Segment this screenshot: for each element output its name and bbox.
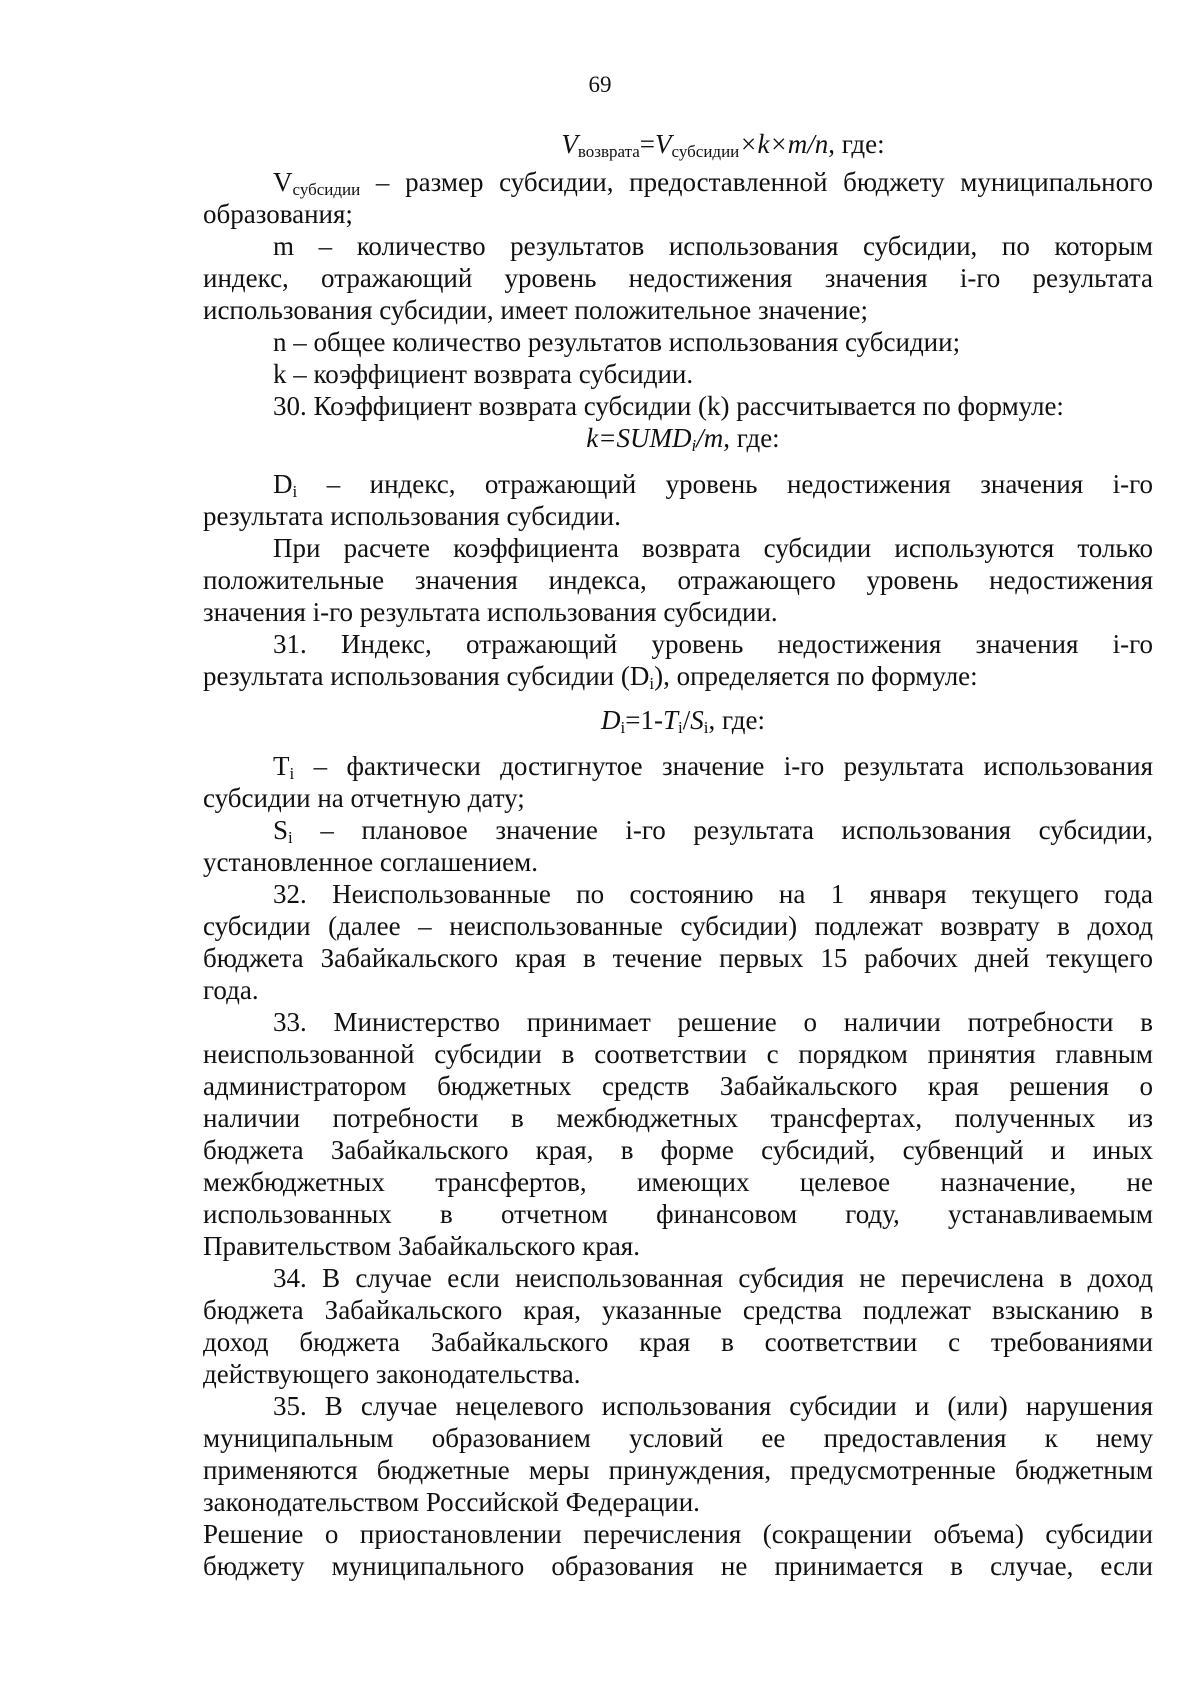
- definition-subscript: i: [292, 482, 298, 501]
- paragraph-30: 30. Коэффициент возврата субсидии (k) рассчитывается по формуле:: [273, 391, 1064, 421]
- formula-coefficient: [203, 422, 1153, 454]
- paragraph-33-line-6: межбюджетных трансфертов, имеющих целевое назначение, не: [203, 1167, 1153, 1197]
- definition-t-line-2: субсидии на отчетную дату;: [203, 783, 525, 813]
- definition-subscript: i: [288, 828, 293, 847]
- definition-s-line-1: [203, 814, 1153, 846]
- paragraph-34-line-3: доход бюджета Забайкальского края в соответствии с требованиями: [203, 1327, 1153, 1357]
- paragraph-33-line-3: администратором бюджетных средств Забайкальского края решения о: [203, 1071, 1153, 1101]
- paragraph-text: ), определяется по формуле:: [654, 661, 978, 691]
- paragraph-33-line-1: 33. Министерство принимает решение о наличии потребности в: [273, 1007, 1153, 1037]
- definition-symbol: V: [273, 167, 293, 197]
- paragraph-text: результата использования субсидии (D: [203, 661, 650, 691]
- paragraph-34-line-4: действующего законодательства.: [203, 1359, 581, 1389]
- formula-subscript: i: [678, 718, 683, 737]
- paragraph-33-line-8: Правительством Забайкальского края.: [203, 1231, 640, 1261]
- paragraph-32-line-3: бюджета Забайкальского края в течение первых 15 рабочих дней текущего: [203, 943, 1153, 973]
- paragraph-calc-line-3: значения i-го результата использования субсидии.: [203, 597, 778, 627]
- definition-m-line-1: m – количество результатов использования субсидии, по которым: [273, 231, 1153, 261]
- formula-term: /: [682, 705, 691, 735]
- paragraph-35-line-1: 35. В случае нецелевого использования субсидии и (или) нарушения: [273, 1391, 1153, 1421]
- paragraph-31-line-1: 31. Индекс, отражающий уровень недостижения значения i-го: [273, 629, 1153, 659]
- paragraph-32-line-4: года.: [203, 975, 259, 1005]
- formula-refund-volume: [203, 128, 1153, 160]
- definition-text: – индекс, отражающий уровень недостижения значения i-го: [297, 469, 1153, 499]
- paragraph-33-line-2: неиспользованной субсидии в соответствии с порядком принятия главным: [203, 1039, 1153, 1069]
- formula-subscript: i: [703, 718, 709, 737]
- paragraph-31-line-2: [203, 660, 1153, 692]
- formula-subscript: субсидии: [671, 142, 740, 161]
- formula-term: k=SUMD: [586, 423, 692, 453]
- paragraph-calc-line-1: При расчете коэффициента возврата субсидии используются только: [273, 533, 1153, 563]
- definition-subscript: i: [289, 764, 295, 783]
- paragraph-33-line-7: использованных в отчетном финансовом году, устанавливаемым: [203, 1199, 1153, 1229]
- formula-term: V: [561, 129, 578, 159]
- definition-m-line-3: использования субсидии, имеет положительное значение;: [203, 295, 868, 325]
- definition-symbol: D: [273, 469, 293, 499]
- formula-index: [203, 704, 1153, 736]
- formula-subscript: возврата: [577, 142, 640, 161]
- definition-m-line-2: индекс, отражающий уровень недостижения значения i-го результата: [203, 263, 1153, 293]
- definition-d-line-1: [203, 468, 1153, 500]
- definition-n: n – общее количество результатов использования субсидии;: [273, 327, 961, 357]
- paragraph-32-line-1: 32. Неиспользованные по состоянию на 1 января текущего года: [273, 879, 1153, 909]
- paragraph-33-line-5: бюджета Забайкальского края, в форме субсидий, субвенций и иных: [203, 1135, 1153, 1165]
- page-number: 69: [588, 72, 612, 97]
- definition-subscript: субсидии: [292, 180, 361, 199]
- paragraph-subscript: i: [649, 674, 655, 693]
- definition-t-line-1: [203, 750, 1153, 782]
- document-body: [203, 128, 1153, 1582]
- definition-symbol: T: [273, 751, 290, 781]
- definition-text: – фактически достигнутое значение i-го результата использования: [294, 751, 1153, 781]
- paragraph-last-line-1: Решение о приостановлении перечисления (сокращении объема) субсидии: [203, 1519, 1153, 1549]
- paragraph-35-line-3: применяются бюджетные меры принуждения, предусмотренные бюджетным: [203, 1455, 1153, 1485]
- definition-v-line-1: [203, 166, 1153, 198]
- definition-k: k – коэффициент возврата субсидии.: [273, 359, 694, 389]
- definition-s-line-2: установленное соглашением.: [203, 847, 538, 877]
- formula-tail: , где:: [708, 705, 765, 735]
- paragraph-35-line-4: законодательством Российской Федерации.: [203, 1487, 700, 1517]
- paragraph-32-line-2: субсидии (далее – неиспользованные субсидии) подлежат возврату в доход: [203, 911, 1153, 941]
- formula-term: /m: [696, 423, 724, 453]
- definition-symbol: S: [273, 815, 289, 845]
- formula-term: D: [601, 705, 621, 735]
- paragraph-calc-line-2: положительные значения индекса, отражающего уровень недостижения: [203, 565, 1153, 595]
- formula-term: =1-: [625, 705, 663, 735]
- paragraph-33-line-4: наличии потребности в межбюджетных трансфертах, полученных из: [203, 1103, 1153, 1133]
- formula-subscript: i: [620, 718, 626, 737]
- formula-term: T: [662, 705, 679, 735]
- paragraph-35-line-2: муниципальным образованием условий ее предоставления к нему: [203, 1423, 1153, 1453]
- formula-term: =: [639, 129, 656, 159]
- formula-tail: , где:: [828, 129, 885, 159]
- paragraph-34-line-1: 34. В случае если неиспользованная субсидия не перечислена в доход: [273, 1263, 1153, 1293]
- formula-term: ×k×m/n: [739, 129, 829, 159]
- paragraph-34-line-2: бюджета Забайкальского края, указанные средства подлежат взысканию в: [203, 1295, 1153, 1325]
- definition-v-line-2: образования;: [203, 199, 353, 229]
- paragraph-last-line-2: бюджету муниципального образования не принимается в случае, если: [203, 1551, 1153, 1581]
- formula-term: S: [690, 705, 704, 735]
- formula-tail: , где:: [723, 423, 780, 453]
- formula-term: V: [655, 129, 672, 159]
- formula-subscript: i: [691, 436, 697, 455]
- definition-text: – плановое значение i-го результата использования субсидии,: [292, 815, 1153, 845]
- definition-d-line-2: результата использования субсидии.: [203, 501, 621, 531]
- definition-text: – размер субсидии, предоставленной бюджету муниципального: [360, 167, 1153, 197]
